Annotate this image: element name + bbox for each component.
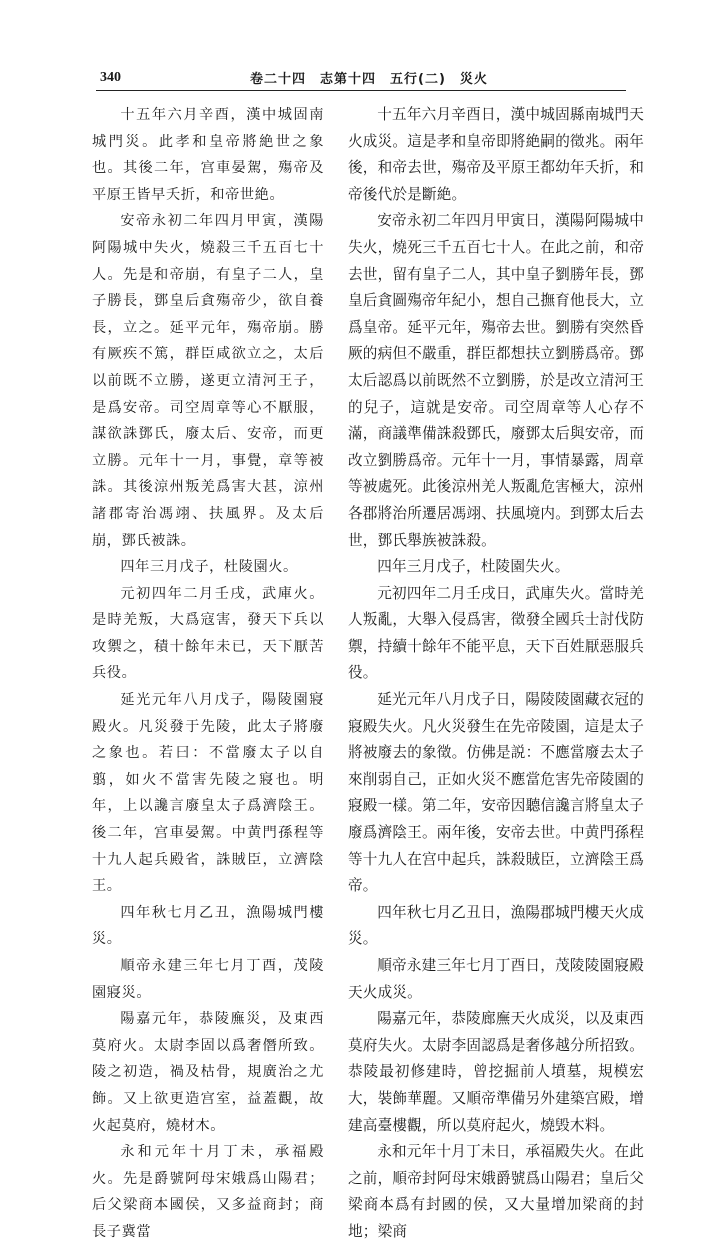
translation-paragraph: 四年秋七月乙丑日，漁陽郡城門樓天火成災。 — [348, 903, 644, 948]
page-header — [96, 68, 626, 91]
translation-column — [348, 102, 644, 1246]
translation-paragraph: 延光元年八月戊子日，陽陵陵園藏衣冠的寢殿失火。凡火災發生在先帝陵園，這是太子將被廢去的象徵。仿佛是説：不應當廢去太子來削弱自己，正如火災不應當危害先帝陵園的寢殿一樣。第二年，安帝因聽信讒言將皇太子廢爲濟陰王。兩年後，安帝去世。中黄門孫程等十九人在宫中起兵，誅殺賊臣，立濟陰王爲帝。 — [348, 691, 644, 895]
classical-paragraph: 延光元年八月戊子，陽陵園寢殿火。凡災發于先陵，此太子將廢之象也。若曰：不當廢太子以自翦，如火不當害先陵之寢也。明年，上以讒言廢皇太子爲濟陰王。後二年，宫車晏駕。中黄門孫程等十九人起兵殿省，誅賊臣，立濟陰王。 — [92, 692, 324, 895]
translation-paragraph: 四年三月戊子，杜陵園失火。 — [377, 558, 570, 576]
translation-paragraph: 元初四年二月壬戌日，武庫失火。當時羌人叛亂，大舉入侵爲害，徵發全國兵士討伐防禦，持續十餘年不能平息，天下百姓厭惡服兵役。 — [348, 584, 644, 682]
translation-paragraph: 順帝永建三年七月丁酉日，茂陵陵園寢殿天火成災。 — [348, 957, 644, 1001]
page-number: 340 — [100, 70, 121, 85]
running-head: 卷二十四 志第十四 五行(二) 災火 — [250, 72, 488, 87]
classical-text-column — [92, 102, 324, 1246]
classical-paragraph: 陽嘉元年，恭陵廡災，及東西莫府火。太尉李固以爲奢僭所致。陵之初造，禍及枯骨，規廣治之尤飾。又上欲更造宫室，益蓋觀，故火起莫府，燒材木。 — [92, 1011, 324, 1134]
classical-paragraph: 永和元年十月丁未，承福殿火。先是爵號阿母宋娥爲山陽君；后父梁商本國侯，又多益商封；商長子冀當 — [92, 1144, 324, 1240]
classical-paragraph: 四年秋七月乙丑，漁陽城門樓災。 — [92, 904, 324, 948]
translation-paragraph: 陽嘉元年，恭陵廊廡天火成災，以及東西莫府失火。太尉李固認爲是奢侈越分所招致。恭陵最初修建時，曾挖掘前人墳墓，規模宏大，裝飾華麗。又順帝準備另外建築宫殿，增建高臺樓觀，所以莫府起火，燒毁木料。 — [348, 1010, 644, 1134]
translation-paragraph: 永和元年十月丁未日，承福殿失火。在此之前，順帝封阿母宋娥爵號爲山陽君；皇后父梁商本爲有封國的侯，又大量增加梁商的封地；梁商 — [348, 1143, 644, 1240]
classical-paragraph: 四年三月戊子，杜陵園火。 — [120, 559, 298, 576]
classical-paragraph: 順帝永建三年七月丁酉，茂陵園寢災。 — [92, 958, 324, 1001]
translation-paragraph: 安帝永初二年四月甲寅日，漢陽阿陽城中失火，燒死三千五百七十人。在此之前，和帝去世，留有皇子二人，其中皇子劉勝年長，鄧皇后貪圖殤帝年紀小，想自己撫育他長大，立爲皇帝。延平元年，殤帝去世。劉勝有突然昏厥的病但不嚴重，群臣都想扶立劉勝爲帝。鄧太后認爲以前既然不立劉勝，於是改立清河王的兒子，這就是安帝。司空周章等人心存不滿，商議準備誅殺鄧氏，廢鄧太后與安帝，而改立劉勝爲帝。元年十一月，事情暴露，周章等被處死。此後涼州羌人叛亂危害極大，涼州各郡將治所遷居馮翊、扶風境内。到鄧太后去世，鄧氏舉族被誅殺。 — [348, 212, 644, 549]
translation-paragraph: 十五年六月辛酉日，漢中城固縣南城門天火成災。這是孝和皇帝即將絶嗣的徵兆。兩年後，和帝去世，殤帝及平原王都幼年夭折，和帝後代於是斷絶。 — [348, 106, 644, 203]
classical-paragraph: 元初四年二月壬戌，武庫火。是時羌叛，大爲寇害，發天下兵以攻禦之，積十餘年未已，天下厭苦兵役。 — [92, 585, 324, 682]
classical-paragraph: 安帝永初二年四月甲寅，漢陽阿陽城中失火，燒殺三千五百七十人。先是和帝崩，有皇子二人，皇子勝長，鄧皇后貪殤帝少，欲自養長，立之。延平元年，殤帝崩。勝有厥疾不篤，群臣咸欲立之，太后以前既不立勝，遂更立清河王子，是爲安帝。司空周章等心不厭服，謀欲誅鄧氏，廢太后、安帝，而更立勝。元年十一月，事覺，章等被誅。其後涼州叛羌爲害大甚，涼州諸郡寄治馮翊、扶風界。及太后崩，鄧氏被誅。 — [92, 213, 324, 549]
classical-paragraph: 十五年六月辛酉，漢中城固南城門災。此孝和皇帝將絶世之象也。其後二年，宫車晏駕，殤帝及平原王皆早夭折，和帝世絶。 — [92, 107, 324, 203]
